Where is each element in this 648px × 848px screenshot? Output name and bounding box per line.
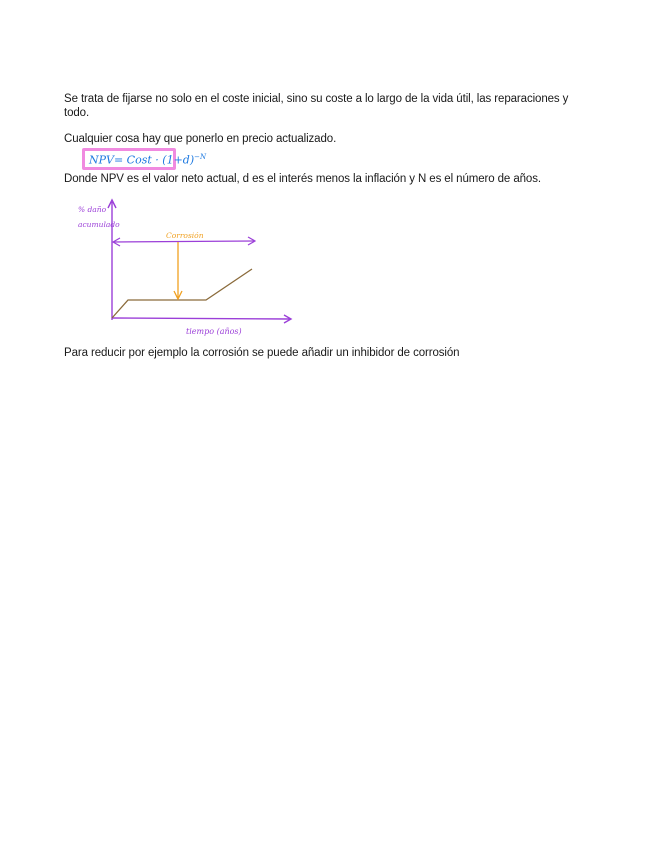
npv-formula: [89, 153, 206, 167]
x-axis: [112, 318, 290, 319]
paragraph-intro: Se trata de fijarse no solo en el coste inicial, sino su coste a lo largo de la vida útil, las reparaciones y todo.: [64, 93, 569, 119]
npv-formula-main: NPV= Cost · (1+d): [89, 153, 195, 167]
reference-line: [114, 241, 254, 242]
paragraph-actualized-price: Cualquier cosa hay que ponerlo en precio actualizado.: [64, 133, 337, 145]
corrosion-label: Corrosión: [166, 231, 204, 240]
damage-curve: [112, 269, 252, 318]
y-axis-label-line2: acumulado: [78, 220, 120, 229]
npv-formula-box: [82, 148, 207, 170]
damage-sketch: [70, 192, 310, 342]
paragraph-npv-definition: Donde NPV es el valor neto actual, d es el interés menos la inflación y N es el número de años.: [64, 173, 541, 185]
x-axis-label: tiempo (años): [186, 327, 242, 336]
paragraph-corrosion-inhibitor: Para reducir por ejemplo la corrosión se puede añadir un inhibidor de corrosión: [64, 347, 460, 359]
y-axis-label-line1: % daño: [78, 205, 107, 214]
npv-formula-exponent: −N: [194, 153, 207, 161]
